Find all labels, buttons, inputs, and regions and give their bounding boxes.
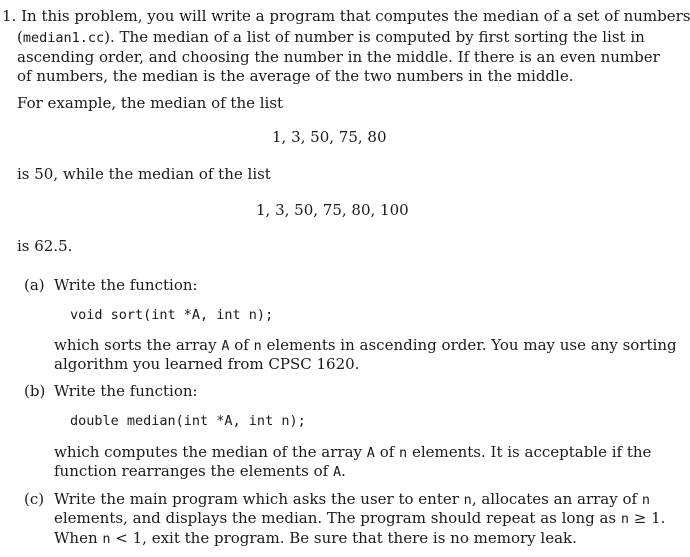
part-b-prompt: (b) Write the function: [24,382,198,400]
part-b-desc-line-2: function rearranges the elements of A. [54,462,346,480]
problem-intro-line-3: ascending order, and choosing the number in the middle. If there is an even number [17,48,660,66]
example-intro: For example, the median of the list [17,94,284,112]
part-a-code: void sort(int *A, int n); [70,307,274,323]
median-1-text: is 50, while the median of the list [17,165,271,183]
part-a-label: (a) [24,276,45,294]
part-a-prompt: (a) Write the function: [24,276,198,294]
part-b-desc-line-1: which computes the median of the array A of n elements. It is acceptable if the [54,443,652,461]
problem-number: 1. [2,7,17,25]
problem-intro-line-1: 1. In this problem, you will write a program that computes the median of a set of numbers [2,7,690,25]
part-a-desc-line-2: algorithm you learned from CPSC 1620. [54,355,360,373]
part-b-label: (b) [24,382,46,400]
part-c-line-3: When n < 1, exit the program. Be sure that there is no memory leak. [54,529,577,547]
example-list-1: 1, 3, 50, 75, 80 [272,128,387,146]
median-2-text: is 62.5. [17,237,73,255]
part-b-code: double median(int *A, int n); [70,413,306,429]
part-c-line-2: elements, and displays the median. The program should repeat as long as n ≥ 1. [54,509,666,527]
part-c-line-1: (c) Write the main program which asks the user to enter n, allocates an array of n [24,490,650,508]
example-list-2: 1, 3, 50, 75, 80, 100 [256,201,409,219]
problem-intro-line-4: of numbers, the median is the average of the two numbers in the middle. [17,67,574,85]
part-a-desc-line-1: which sorts the array A of n elements in ascending order. You may use any sorting [54,336,677,354]
filename: median1.cc [22,30,105,46]
part-c-label: (c) [24,490,45,508]
problem-intro-line-2: (median1.cc). The median of a list of number is computed by first sorting the list in [17,28,645,46]
